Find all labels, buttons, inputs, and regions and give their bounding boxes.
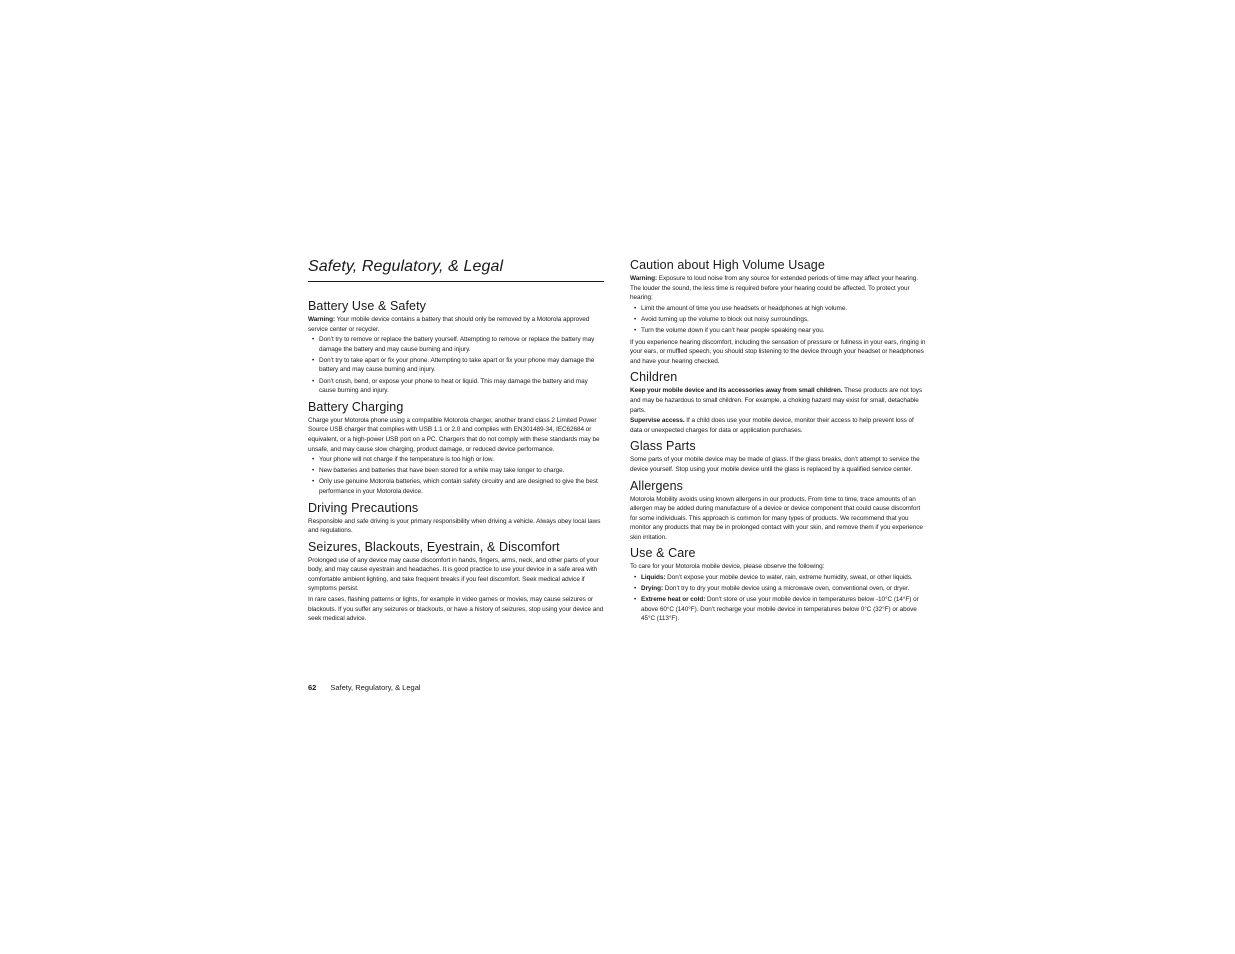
high-volume-section <box>630 258 926 366</box>
glass-text: Some parts of your mobile device may be made of glass. If the glass breaks, don’t attempt to service the device yourself. Stop using your mobile device until the glass is replaced by a qualified service center. <box>630 456 920 473</box>
warning-label: Warning: <box>630 275 658 282</box>
battery-charging-heading: Battery Charging <box>308 399 404 414</box>
use-care-list <box>630 573 926 624</box>
left-column <box>308 258 604 628</box>
allergens-text: Motorola Mobility avoids using known allergens in our products. From time to time, trace amounts of an allergen may be added during manufacture of a device or device component that could cause discomfort for some individuals. This approach is common for many types of products. We recommend that you monitor any products that may be in prolonged contact with your skin, and remove them if you experience skin irritation. <box>630 495 923 541</box>
use-care-section <box>630 546 926 624</box>
battery-charging-section <box>308 400 604 497</box>
list-item: • Extreme heat or cold: Don’t store or use your mobile device in temperatures below -10°C (14°F) or above 60°C (140°F). Don’t recharge your mobile device in temperatures below 0°C (32°F) or above 45°C (113°F). <box>630 595 926 624</box>
high-volume-list <box>630 304 926 336</box>
list-item: • New batteries and batteries that have been stored for a while may take longer to charge. <box>308 466 604 476</box>
footer-section-title: Safety, Regulatory, & Legal <box>330 683 421 692</box>
list-item: • Avoid turning up the volume to block out noisy surroundings. <box>630 315 926 325</box>
glass-heading: Glass Parts <box>630 439 696 454</box>
seizures-text-1: Prolonged use of any device may cause discomfort in hands, fingers, arms, neck, and other parts of your body, and may cause eyestrain and headaches. It is good practice to use your device in a safe area with comfortable ambient lighting, and take frequent breaks if you feel discomfort. Seek medical advice if symptoms persist. <box>308 556 599 593</box>
use-care-heading: Use & Care <box>630 546 696 561</box>
list-item: • Limit the amount of time you use headsets or headphones at high volume. <box>630 304 926 314</box>
page-title: Safety, Regulatory, & Legal <box>308 258 604 282</box>
list-item: • Don’t try to take apart or fix your phone. Attempting to take apart or fix your phone may damage the battery and may cause burning and injury. <box>308 356 604 375</box>
list-item: • Turn the volume down if you can’t hear people speaking near you. <box>630 326 926 336</box>
battery-charging-text: Charge your Motorola phone using a compatible Motorola charger, another brand class 2 Limited Power Source USB charger that complies with USB 1.1 or 2.0 and complies with EN301489-34, IEC62684 or equivalent, or a high-power USB port on a PC. Chargers that do not comply with these standards may be unsafe, and may cause slow charging, product damage, or reduced device performance. <box>308 416 600 453</box>
page-footer <box>308 683 421 693</box>
list-item: • Your phone will not charge if the temperature is too high or low. <box>308 455 604 465</box>
right-column <box>630 258 926 628</box>
high-volume-heading: Caution about High Volume Usage <box>630 258 825 272</box>
driving-section <box>308 501 604 536</box>
battery-use-heading: Battery Use & Safety <box>308 299 427 313</box>
list-item: • Only use genuine Motorola batteries, which contain safety circuitry and are designed to give the best performance in your Motorola device. <box>308 477 604 496</box>
page-number: 62 <box>308 683 317 692</box>
high-volume-text-2: If you experience hearing discomfort, including the sensation of pressure or fullness in your ears, ringing in your ears, or muffled speech, you should stop listening to the device through your headset or headphones and have your hearing checked. <box>630 338 926 365</box>
glass-section <box>630 439 926 474</box>
battery-use-warning: Warning: Your mobile device contains a battery that should only be removed by a Motorola approved service center or recycler. <box>308 316 590 333</box>
allergens-heading: Allergens <box>630 478 684 493</box>
driving-heading: Driving Precautions <box>308 500 419 515</box>
list-item: • Liquids: Don’t expose your mobile device to water, rain, extreme humidity, sweat, or other liquids. <box>630 573 926 583</box>
list-item: • Drying: Don’t try to dry your mobile device using a microwave oven, conventional oven, or dryer. <box>630 584 926 594</box>
seizures-section <box>308 540 604 624</box>
battery-charging-list <box>308 455 604 496</box>
battery-use-section <box>308 299 604 396</box>
warning-label: Warning: <box>308 316 336 323</box>
allergens-section <box>630 479 926 543</box>
children-heading: Children <box>630 370 678 385</box>
seizures-text-2: In rare cases, flashing patterns or lights, for example in video games or movies, may cause seizures or blackouts. If you suffer any seizures or blackouts, or have a history of seizures, stop using your device and seek medical advice. <box>308 596 604 623</box>
list-item: • Don’t crush, bend, or expose your phone to heat or liquid. This may damage the battery and may cause burning and injury. <box>308 377 604 396</box>
battery-use-list <box>308 335 604 396</box>
high-volume-warning: Warning: Exposure to loud noise from any source for extended periods of time may affect your hearing. The louder the sound, the less time is required before your hearing could be affected. To protect your hearing: <box>630 275 919 302</box>
children-text-2: Supervise access. If a child does use your mobile device, monitor their access to help prevent loss of data or unexpected charges for data or application purchases. <box>630 417 914 434</box>
children-text-1: Keep your mobile device and its accessories away from small children. These products are not toys and may be hazardous to small children. For example, a choking hazard may exist for small, detachable parts. <box>630 387 922 414</box>
use-care-text: To care for your Motorola mobile device, please observe the following: <box>630 563 825 571</box>
children-section <box>630 370 926 435</box>
seizures-heading: Seizures, Blackouts, Eyestrain, & Discomfort <box>308 539 560 554</box>
list-item: • Don’t try to remove or replace the battery yourself. Attempting to remove or replace the battery may damage the battery and may cause burning and injury. <box>308 335 604 354</box>
driving-text: Responsible and safe driving is your primary responsibility when driving a vehicle. Always obey local laws and regulations. <box>308 517 601 535</box>
